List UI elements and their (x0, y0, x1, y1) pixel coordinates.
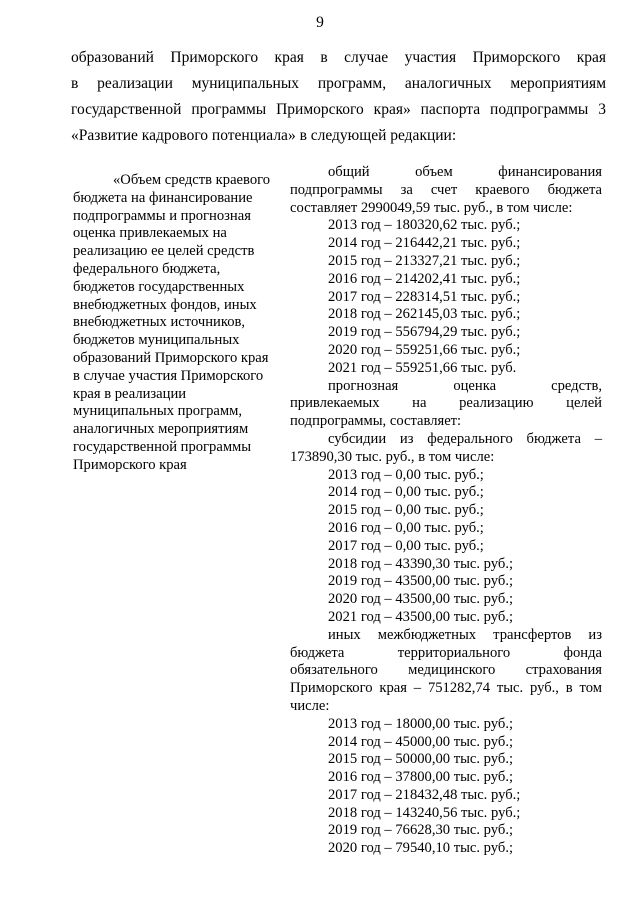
label-line: края в реализации (73, 385, 187, 402)
value-line: привлекаемых на реализацию целей (290, 395, 602, 412)
value-line: Приморского края – 751282,74 тыс. руб., в том (290, 680, 602, 697)
value-line: обязательного медицинского страхования (290, 662, 602, 679)
value-line: 2014 год – 45000,00 тыс. руб.; (328, 733, 514, 750)
value-line: иных межбюджетных трансфертов из (328, 626, 602, 643)
label-line: государственной программы (73, 438, 252, 455)
value-line: 2020 год – 559251,66 тыс. руб.; (328, 341, 521, 358)
intro-line: «Развитие кадрового потенциала» в следующей редакции: (71, 127, 457, 144)
passport-row-label (73, 172, 285, 475)
label-line: бюджетов муниципальных (73, 332, 240, 349)
value-line: 2017 год – 0,00 тыс. руб.; (328, 537, 484, 554)
value-line: 2018 год – 43390,30 тыс. руб.; (328, 555, 514, 572)
value-line: 2013 год – 180320,62 тыс. руб.; (328, 217, 521, 234)
label-line: Приморского края (73, 456, 187, 473)
label-line: подпрограммы и прогнозная (73, 207, 251, 224)
value-line: 2014 год – 0,00 тыс. руб.; (328, 484, 484, 501)
value-line: 2020 год – 79540,10 тыс. руб.; (328, 840, 514, 857)
value-line: 2021 год – 43500,00 тыс. руб.; (328, 608, 514, 625)
value-line: 2016 год – 214202,41 тыс. руб.; (328, 270, 521, 287)
value-line: составляет 2990049,59 тыс. руб., в том числе: (290, 199, 573, 216)
label-line: «Объем средств краевого (113, 172, 271, 188)
passport-row-value (290, 164, 602, 858)
label-line: в случае участия Приморского (73, 367, 264, 384)
intro-paragraph (71, 45, 606, 149)
label-line: аналогичных мероприятиям (73, 421, 249, 438)
value-line: 2017 год – 218432,48 тыс. руб.; (328, 786, 521, 803)
value-line: 2014 год – 216442,21 тыс. руб.; (328, 235, 521, 252)
value-line: 2015 год – 213327,21 тыс. руб.; (328, 252, 521, 269)
value-line: бюджета территориального фонда (290, 644, 602, 661)
value-line: 2019 год – 556794,29 тыс. руб.; (328, 324, 521, 341)
label-line: муниципальных программ, (73, 403, 242, 420)
value-line: 2015 год – 50000,00 тыс. руб.; (328, 751, 514, 768)
value-line: 2019 год – 76628,30 тыс. руб.; (328, 822, 514, 839)
label-line: реализацию ее целей средств (73, 243, 255, 260)
value-line: 2018 год – 262145,03 тыс. руб.; (328, 306, 521, 323)
label-line: бюджета на финансирование (73, 189, 253, 206)
value-line: 2013 год – 18000,00 тыс. руб.; (328, 715, 514, 732)
intro-line: государственной программы Приморского края» паспорта подпрограммы 3 (71, 101, 606, 118)
value-line: 2019 год – 43500,00 тыс. руб.; (328, 573, 514, 590)
page-number: 9 (316, 14, 324, 31)
value-line: 2020 год – 43500,00 тыс. руб.; (328, 591, 514, 608)
label-line: внебюджетных фондов, иных (73, 296, 257, 313)
value-line: 2018 год – 143240,56 тыс. руб.; (328, 804, 521, 821)
value-line: числе: (290, 697, 330, 714)
label-line: внебюджетных источников, (73, 314, 246, 331)
value-line: 2017 год – 228314,51 тыс. руб.; (328, 288, 521, 305)
value-line: подпрограммы за счет краевого бюджета (290, 181, 602, 198)
value-line: 2015 год – 0,00 тыс. руб.; (328, 502, 484, 519)
value-line: общий объем финансирования (328, 164, 602, 180)
label-line: бюджетов государственных (73, 278, 245, 295)
label-line: образований Приморского края (73, 349, 269, 366)
value-line: 173890,30 тыс. руб., в том числе: (290, 448, 495, 465)
value-line: прогнозная оценка средств, (328, 377, 602, 394)
intro-line: в реализации муниципальных программ, аналогичных мероприятиям (71, 75, 606, 92)
label-line: оценка привлекаемых на (73, 225, 227, 242)
value-line: 2013 год – 0,00 тыс. руб.; (328, 466, 484, 483)
value-line: 2016 год – 37800,00 тыс. руб.; (328, 769, 514, 786)
value-line: 2021 год – 559251,66 тыс. руб. (328, 359, 517, 376)
value-line: 2016 год – 0,00 тыс. руб.; (328, 519, 484, 536)
value-line: субсидии из федерального бюджета – (328, 430, 602, 447)
value-line: подпрограммы, составляет: (290, 413, 462, 430)
intro-line: образований Приморского края в случае участия Приморского края (71, 49, 606, 66)
label-line: федерального бюджета, (73, 260, 221, 277)
